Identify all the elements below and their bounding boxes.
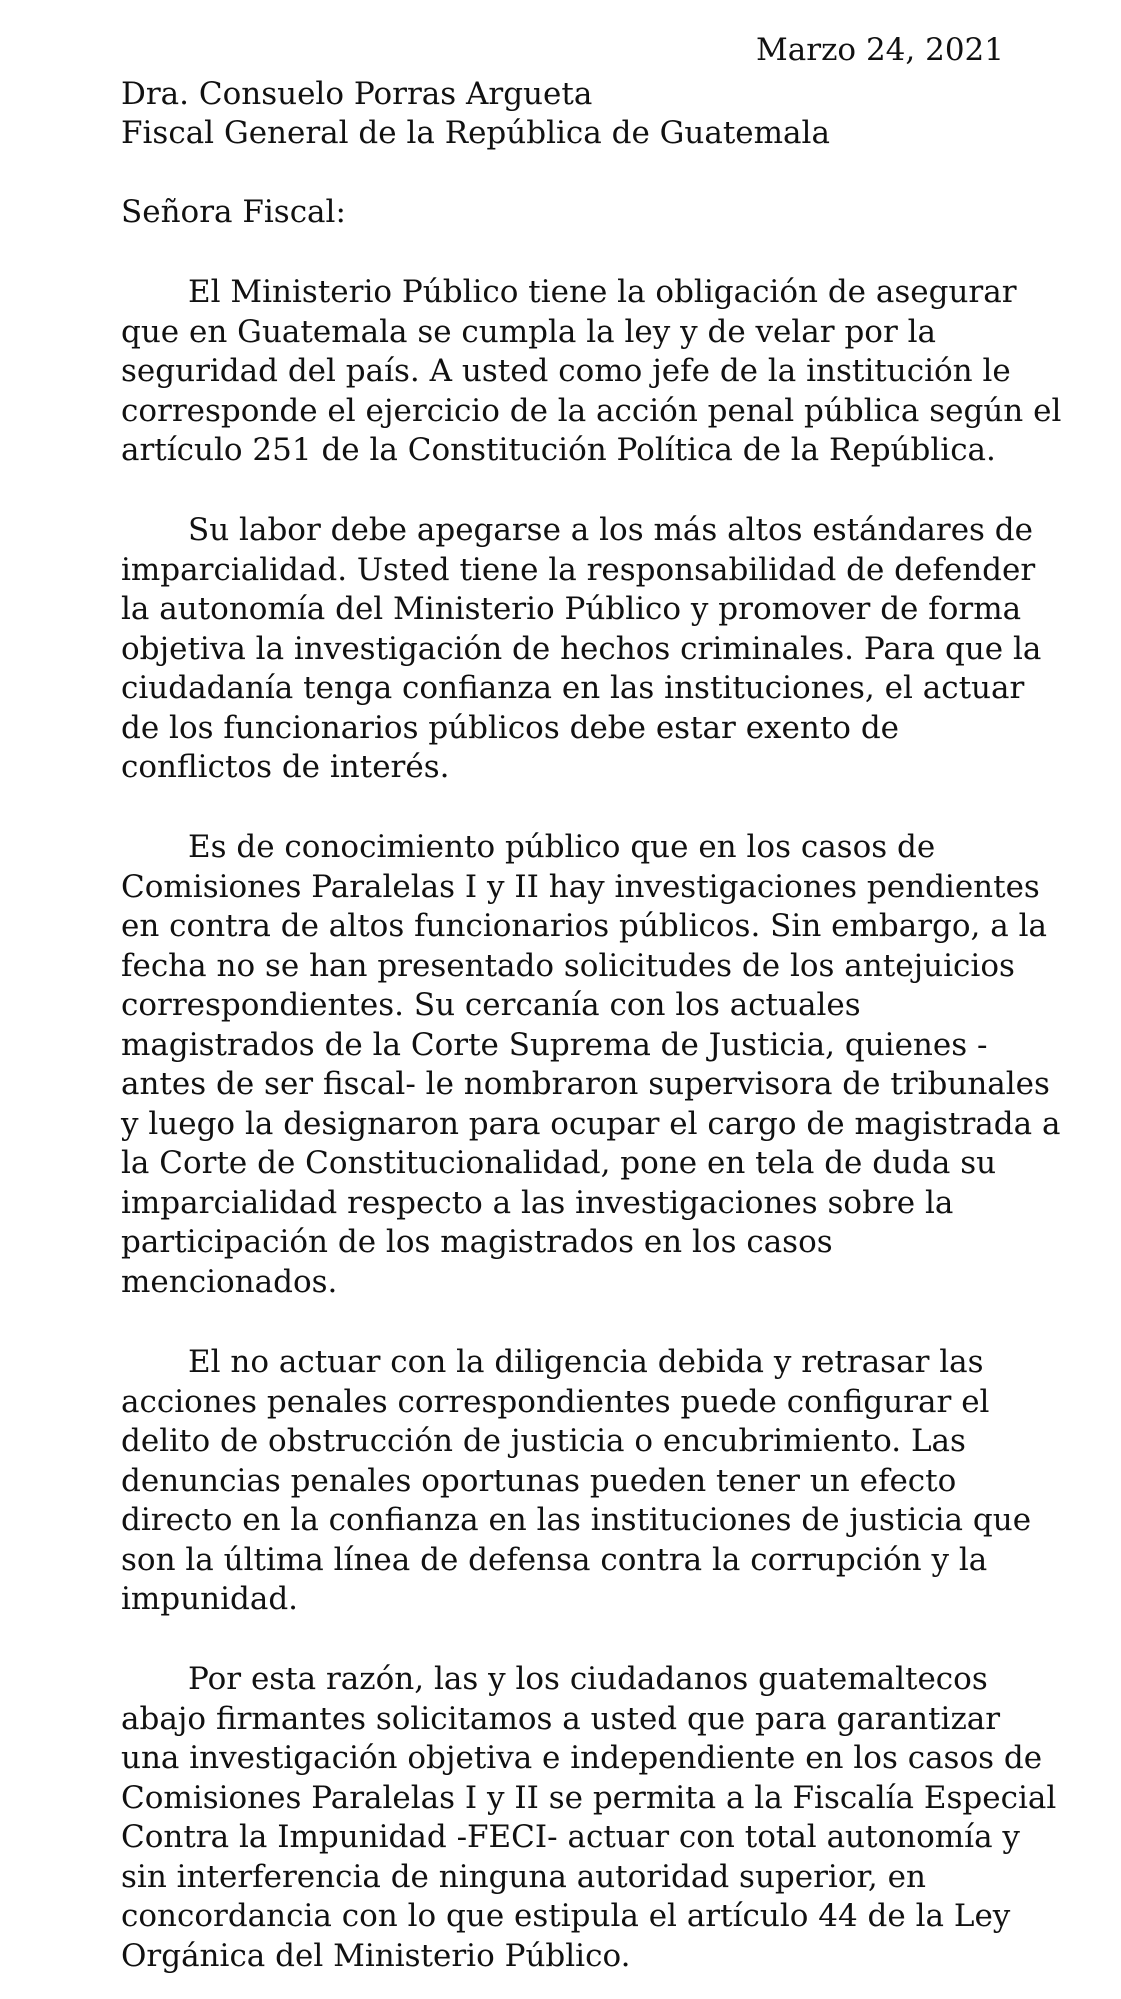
- salutation: Señora Fiscal:: [121, 194, 346, 230]
- paragraph-line: Orgánica del Ministerio Público.: [121, 1938, 631, 1974]
- paragraph-line: artículo 251 de la Constitución Política de la República.: [121, 432, 996, 468]
- paragraph-line: Contra la Impunidad -FECI- actuar con total autonomía y: [121, 1819, 1020, 1855]
- paragraph-line: conflictos de interés.: [121, 749, 450, 785]
- paragraph-line: Por esta razón, las y los ciudadanos guatemaltecos: [188, 1661, 988, 1697]
- paragraph-line: Comisiones Paralelas I y II se permita a la Fiscalía Especial: [121, 1780, 1057, 1816]
- paragraph-line: que en Guatemala se cumpla la ley y de velar por la: [121, 314, 937, 350]
- paragraph-line: son la última línea de defensa contra la corrupción y la: [121, 1542, 988, 1578]
- paragraph-line: de los funcionarios públicos debe estar exento de: [121, 710, 900, 746]
- letter-date: Marzo 24, 2021: [756, 32, 1004, 68]
- paragraph-line: concordancia con lo que estipula el artículo 44 de la Ley: [121, 1898, 1011, 1934]
- paragraph-line: sin interferencia de ninguna autoridad superior, en: [121, 1859, 926, 1895]
- paragraph-line: fecha no se han presentado solicitudes de los antejuicios: [121, 948, 1015, 984]
- paragraph-line: correspondientes. Su cercanía con los actuales: [121, 987, 861, 1023]
- paragraph-line: imparcialidad respecto a las investigaciones sobre la: [121, 1185, 954, 1221]
- paragraph-line: corresponde el ejercicio de la acción penal pública según el: [121, 393, 1062, 429]
- paragraph-line: delito de obstrucción de justicia o encubrimiento. Las: [121, 1423, 966, 1459]
- paragraph-line: El Ministerio Público tiene la obligación de asegurar: [188, 274, 1017, 310]
- paragraph-line: abajo firmantes solicitamos a usted que para garantizar: [121, 1701, 1001, 1737]
- paragraph-line: Comisiones Paralelas I y II hay investigaciones pendientes: [121, 869, 1040, 905]
- paragraph-line: y luego la designaron para ocupar el cargo de magistrada a: [121, 1106, 1061, 1142]
- paragraph-line: Es de conocimiento público que en los casos de: [188, 829, 936, 865]
- paragraph-line: la Corte de Constitucionalidad, pone en tela de duda su: [121, 1145, 997, 1181]
- paragraph-line: mencionados.: [121, 1264, 338, 1300]
- paragraph-line: Su labor debe apegarse a los más altos estándares de: [188, 512, 1033, 548]
- paragraph-line: seguridad del país. A usted como jefe de la institución le: [121, 353, 1011, 389]
- paragraph-line: directo en la confianza en las instituciones de justicia que: [121, 1502, 1032, 1538]
- paragraph-line: El no actuar con la diligencia debida y retrasar las: [188, 1344, 984, 1380]
- paragraph-line: ciudadanía tenga confianza en las instituciones, el actuar: [121, 670, 1025, 706]
- paragraph-line: impunidad.: [121, 1581, 299, 1617]
- paragraph-line: la autonomía del Ministerio Público y promover de forma: [121, 591, 1022, 627]
- paragraph-line: magistrados de la Corte Suprema de Justicia, quienes -: [121, 1027, 988, 1063]
- paragraph-line: una investigación objetiva e independiente en los casos de: [121, 1740, 1043, 1776]
- paragraph-line: antes de ser fiscal- le nombraron supervisora de tribunales: [121, 1066, 1050, 1102]
- paragraph-line: objetiva la investigación de hechos criminales. Para que la: [121, 631, 1042, 667]
- paragraph-line: participación de los magistrados en los casos: [121, 1224, 833, 1260]
- recipient-title: Fiscal General de la República de Guatemala: [121, 115, 830, 151]
- paragraph-line: imparcialidad. Usted tiene la responsabilidad de defender: [121, 552, 1036, 588]
- paragraph-line: en contra de altos funcionarios públicos. Sin embargo, a la: [121, 908, 1047, 944]
- paragraph-line: denuncias penales oportunas pueden tener un efecto: [121, 1463, 957, 1499]
- paragraph-line: acciones penales correspondientes puede configurar el: [121, 1384, 990, 1420]
- recipient-name: Dra. Consuelo Porras Argueta: [121, 76, 593, 112]
